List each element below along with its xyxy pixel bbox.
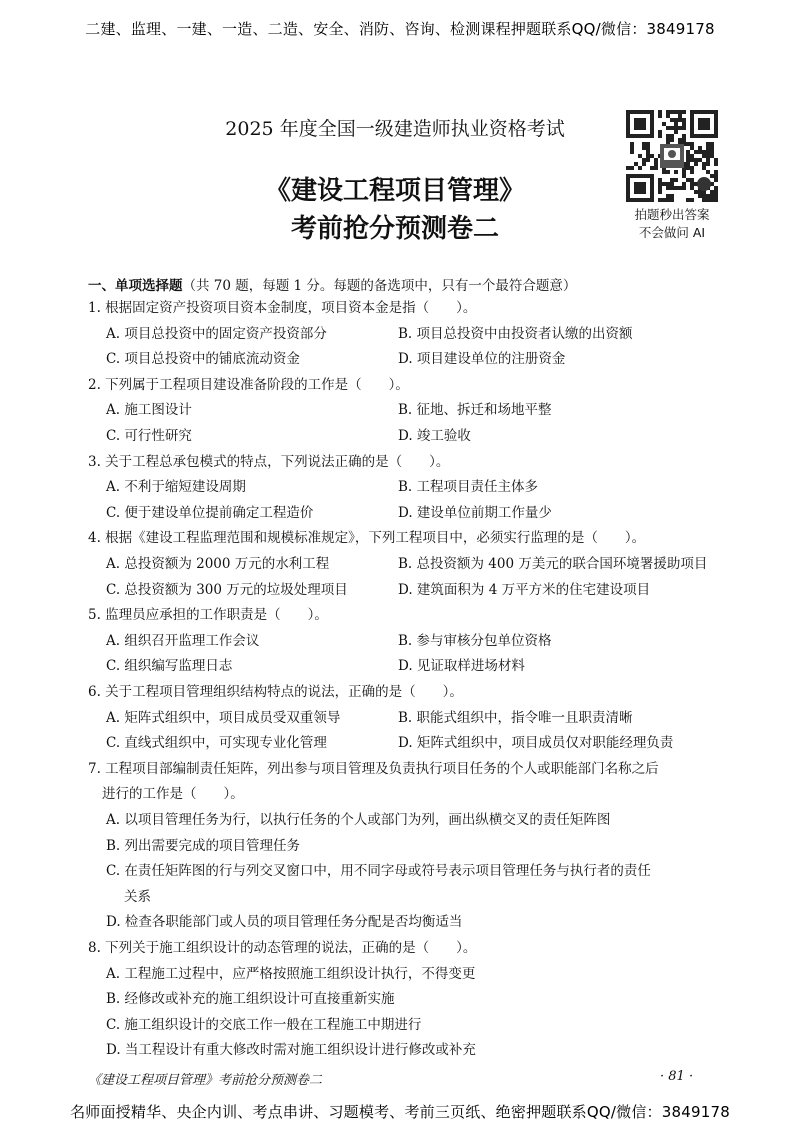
option: B. 工程项目责任主体多 (398, 479, 539, 496)
question-stem: 4. 根据《建设工程监理范围和规模标准规定》，下列工程项目中，必须实行监理的是（ ）。 (88, 530, 646, 547)
footer-title: 《建设工程项目管理》考前抢分预测卷二 (88, 1073, 323, 1088)
page-number: · 81 · (660, 1069, 694, 1084)
option: A. 工程施工过程中，应严格按照施工组织设计执行，不得变更 (106, 965, 476, 982)
option: C. 在责任矩阵图的行与列交叉窗口中，用不同字母或符号表示项目管理任务与执行者的责任 (106, 863, 651, 880)
section-heading (88, 274, 576, 294)
option: C. 组织编写监理日志 (106, 658, 233, 675)
option: A. 总投资额为 2000 万元的水利工程 (106, 556, 330, 572)
qr-caption (610, 206, 734, 242)
bottom-banner: 名师面授精华、央企内训、考点串讲、习题模考、考前三页纸、绝密押题联系QQ/微信：3849178 (70, 1103, 730, 1121)
option: A. 矩阵式组织中，项目成员受双重领导 (106, 709, 341, 726)
question-stem: 2. 下列属于工程项目建设准备阶段的工作是（ ）。 (88, 376, 409, 393)
option: D. 竣工验收 (398, 428, 471, 444)
option: C. 便于建设单位提前确定工程造价 (106, 504, 314, 521)
question-stem: 8. 下列关于施工组织设计的动态管理的说法，正确的是（ ）。 (88, 940, 477, 956)
option: D. 检查各职能部门或人员的项目管理任务分配是否均衡适当 (106, 914, 463, 931)
option: C. 直线式组织中，可实现专业化管理 (106, 735, 327, 752)
section-heading-label: 一、单项选择题 (88, 278, 183, 294)
exam-year-title: 2025 年度全国一级建造师执业资格考试 (225, 118, 565, 140)
option: C. 施工组织设计的交底工作一般在工程施工中期进行 (106, 1016, 422, 1033)
qr-caption-line: 不会做问 AI (638, 225, 706, 240)
question-stem: 1. 根据固定资产投资项目资本金制度，项目资本金是指（ ）。 (88, 300, 477, 316)
option: D. 建筑面积为 4 万平方米的住宅建设项目 (398, 581, 651, 598)
question-stem: 6. 关于工程项目管理组织结构特点的说法，正确的是（ ）。 (88, 684, 463, 700)
option: A. 组织召开监理工作会议 (106, 632, 260, 649)
option: D. 当工程设计有重大修改时需对施工组织设计进行修改或补充 (106, 1042, 476, 1059)
option: D. 见证取样进场材料 (398, 658, 525, 675)
top-banner: 二建、监理、一建、一造、二造、安全、消防、咨询、检测课程押题联系QQ/微信：3849178 (85, 20, 715, 38)
option: A. 施工图设计 (106, 402, 192, 419)
option: B. 总投资额为 400 万美元的联合国环境署援助项目 (398, 556, 708, 572)
question-stem: 5. 监理员应承担的工作职责是（ ）。 (88, 607, 328, 624)
option: B. 经修改或补充的施工组织设计可直接重新实施 (106, 991, 395, 1008)
section-heading-note: （共 70 题，每题 1 分。每题的备选项中，只有一个最符合题意） (182, 278, 577, 294)
qr-caption-line: 拍题秒出答案 (634, 207, 710, 222)
option: D. 建设单位前期工作量少 (398, 504, 552, 521)
option: 关系 (124, 888, 151, 905)
option: B. 项目总投资中由投资者认缴的出资额 (398, 325, 633, 342)
question-stem: 7. 工程项目部编制责任矩阵，列出参与项目管理及负责执行项目任务的个人或职能部门名称之后 (88, 760, 659, 777)
option: D. 矩阵式组织中，项目成员仅对职能经理负责 (398, 735, 674, 752)
option: A. 不利于缩短建设周期 (106, 479, 246, 496)
option: A. 以项目管理任务为行，以执行任务的个人或部门为列，画出纵横交叉的责任矩阵图 (106, 812, 611, 828)
question-stem: 进行的工作是（ ）。 (102, 786, 244, 803)
option: B. 列出需要完成的项目管理任务 (106, 837, 301, 854)
question-stem: 3. 关于工程总承包模式的特点，下列说法正确的是（ ）。 (88, 453, 450, 470)
option: C. 可行性研究 (106, 428, 192, 444)
qr-code-icon (626, 110, 718, 202)
option: B. 征地、拆迁和场地平整 (398, 402, 552, 419)
option: B. 职能式组织中，指令唯一且职责清晰 (398, 709, 633, 726)
option: D. 项目建设单位的注册资金 (398, 351, 566, 368)
option: C. 项目总投资中的铺底流动资金 (106, 351, 300, 368)
subject-title: 《建设工程项目管理》 (264, 176, 525, 206)
option: C. 总投资额为 300 万元的垃圾处理项目 (106, 581, 348, 598)
option: A. 项目总投资中的固定资产投资部分 (106, 325, 327, 342)
paper-title: 考前抢分预测卷二 (290, 214, 499, 244)
option: B. 参与审核分包单位资格 (398, 632, 552, 649)
